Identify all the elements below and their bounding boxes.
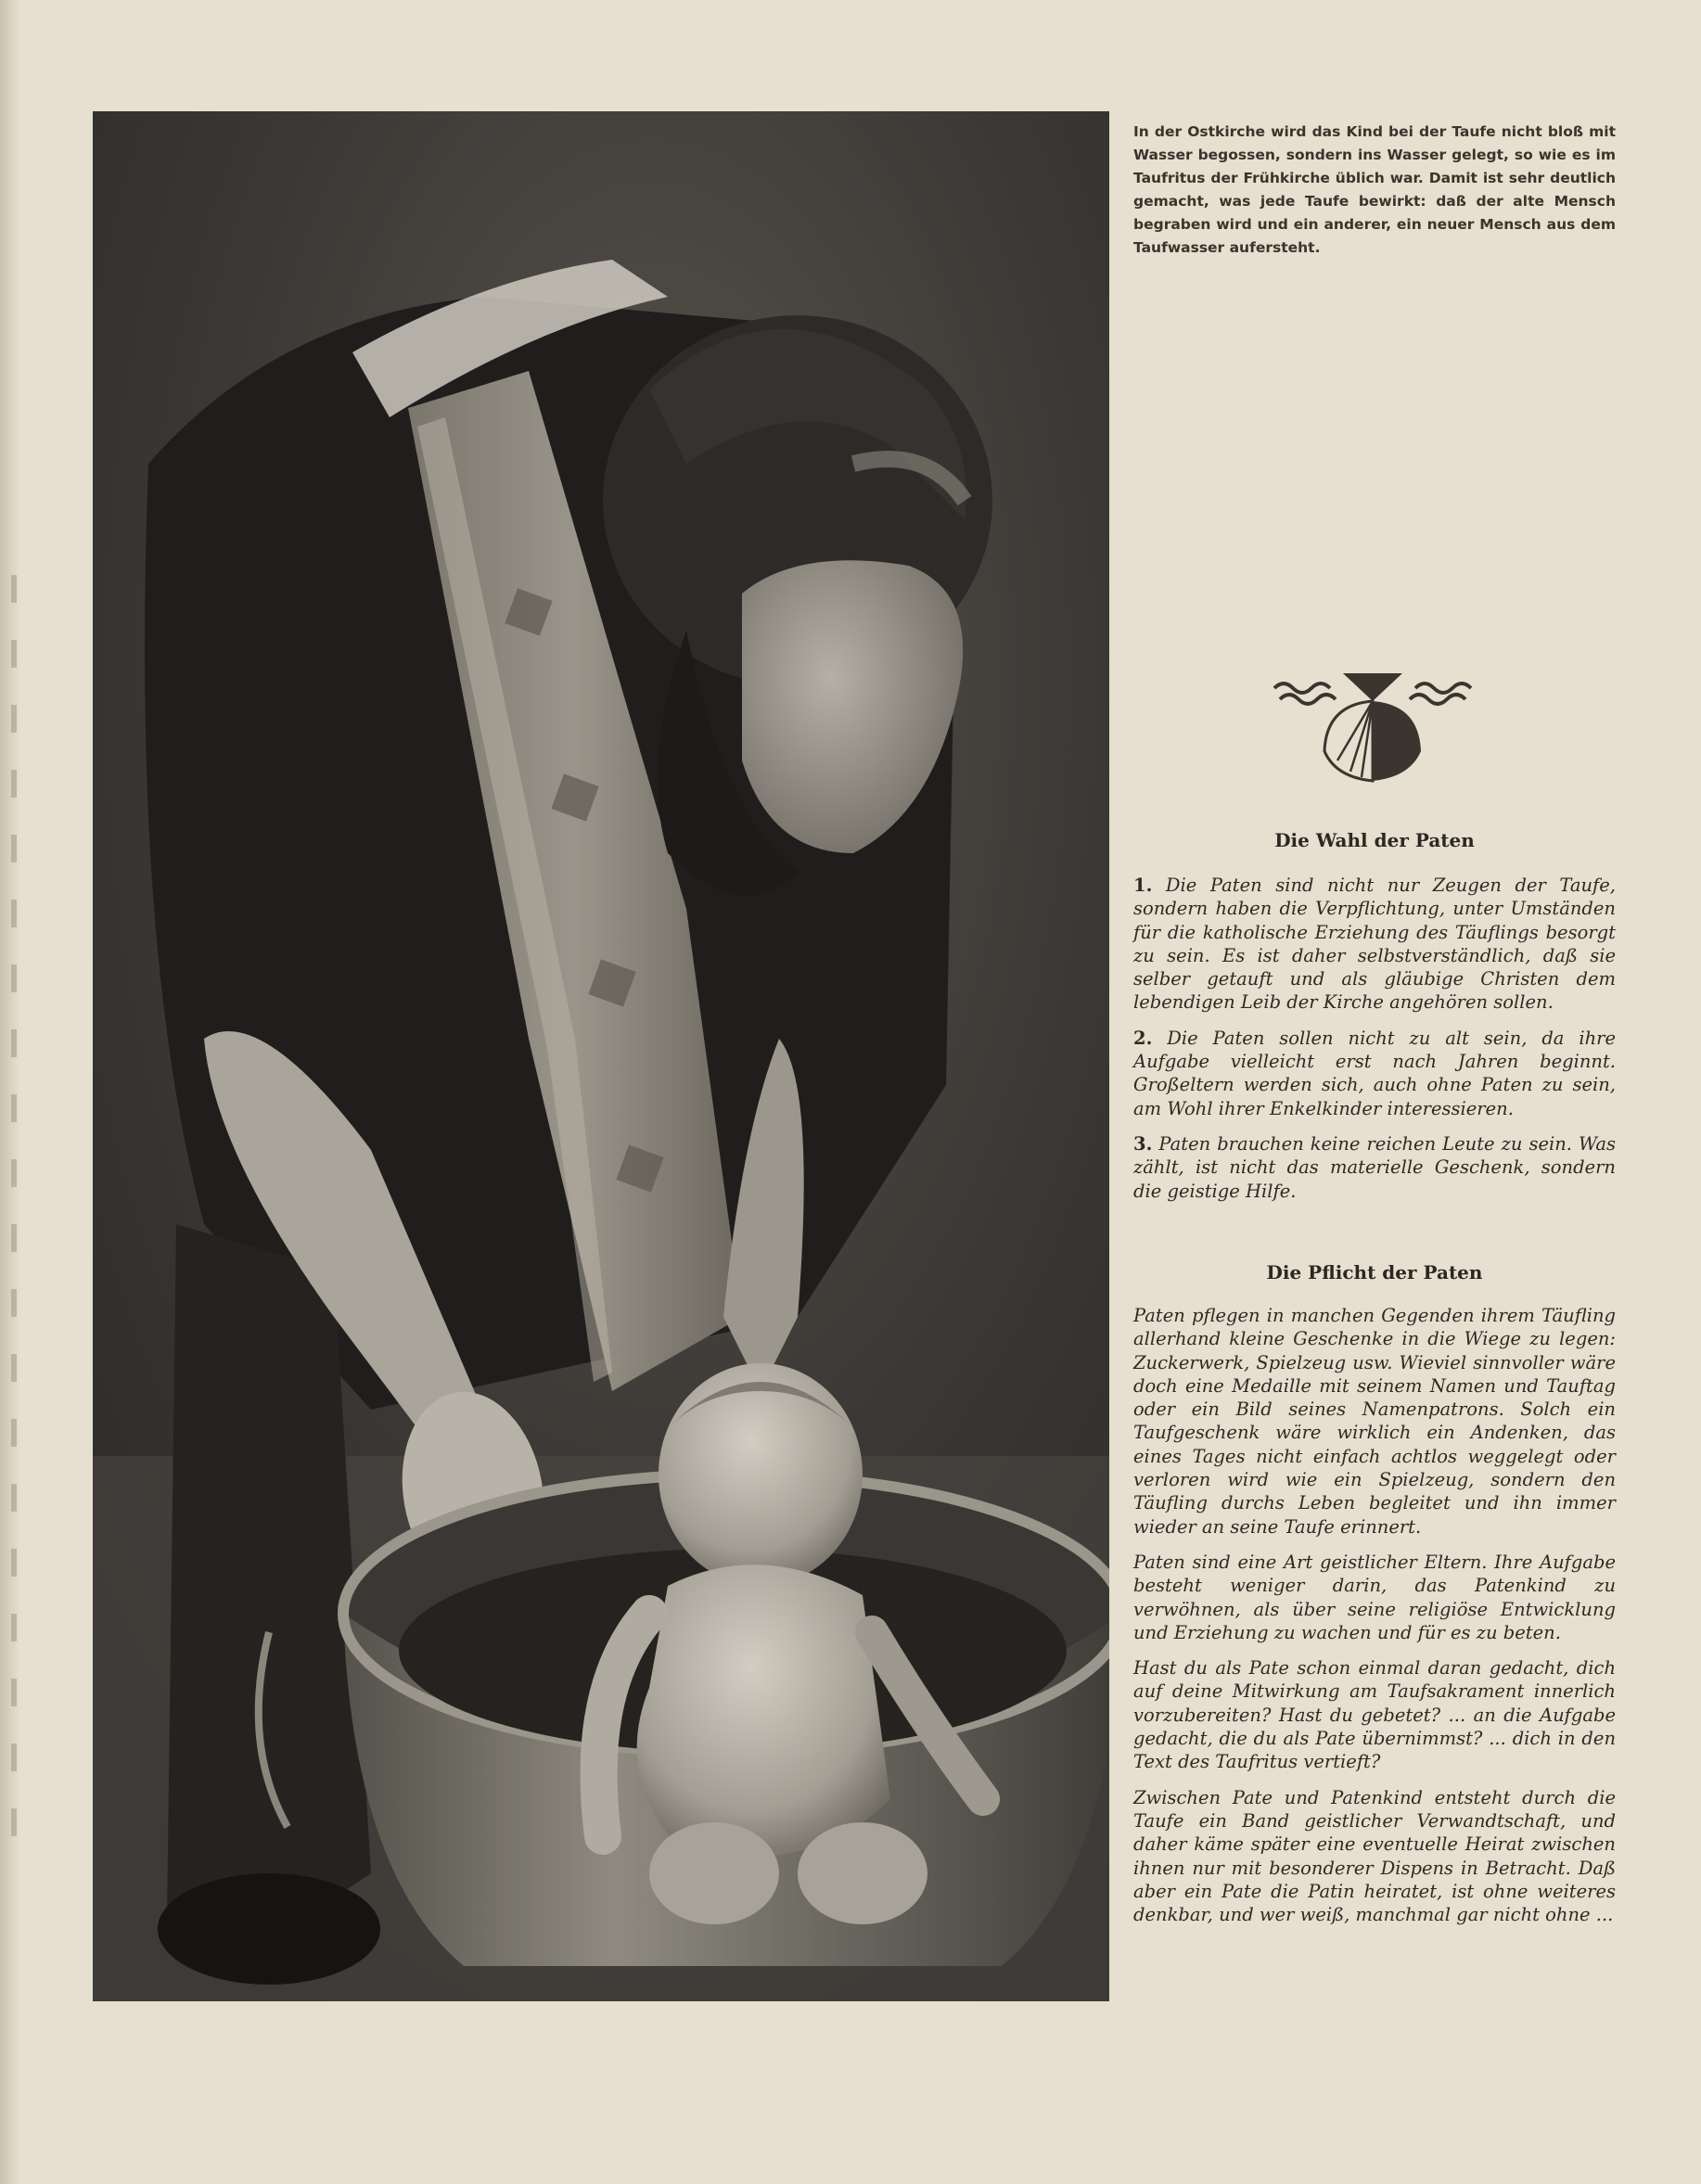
- section-body-pflicht: [1133, 1304, 1616, 1938]
- photo-caption: In der Ostkirche wird das Kind bei der Taufe nicht bloß mit Wasser begossen, sondern ins Wasser gelegt, so wie es im Taufritus der Frühkirche üblich war. Damit ist sehr deutlich gemacht, was jede Taufe bewirkt: daß der alte Mensch begraben wird und ein anderer, ein neuer Mensch aus dem Taufwasser aufersteht.: [1133, 123, 1616, 256]
- list-item: [1133, 1132, 1616, 1203]
- list-item: [1133, 1027, 1616, 1120]
- paragraph: Zwischen Pate und Patenkind entsteht durch die Taufe ein Band geistlicher Verwandtschaft, und daher käme später eine eventuelle Heirat zwischen ihnen nur mit besonderer Dispens in Betracht. Daß aber ein Pate die Patin heiratet, ist ohne weiteres denkbar, und wer weiß, manchmal gar nicht ohne ...: [1133, 1786, 1616, 1926]
- paragraph: Paten sind eine Art geistlicher Eltern. Ihre Aufgabe besteht weniger darin, das Patenkind zu verwöhnen, als über seine religiöse Entwicklung und Erziehung zu wachen und für es zu beten.: [1133, 1551, 1616, 1643]
- section-title-wahl: Die Wahl der Paten: [1274, 829, 1475, 851]
- item-text: Die Paten sollen nicht zu alt sein, da ihre Aufgabe vielleicht erst nach Jahren beginnt. Großeltern werden sich, auch ohne Paten zu sein, am Wohl ihrer Enkelkinder interessieren.: [1133, 1027, 1616, 1119]
- paragraph: Paten pflegen in manchen Gegenden ihrem Täufling allerhand kleine Geschenke in die Wiege zu legen: Zuckerwerk, Spielzeug usw. Wieviel sinnvoller wäre doch eine Medaille mit seinem Namen und Tauftag oder ein Bild seines Namenpatrons. Solch ein Taufgeschenk wäre wirklich ein Andenken, das eines Tages nicht einfach achtlos weggelegt oder verloren wird wie ein Spielzeug, sondern den Täufling durchs Leben begleitet und ihn immer wieder an seine Taufe erinnert.: [1133, 1305, 1616, 1538]
- photo-priest-baptizing-infant: [93, 111, 1109, 2001]
- item-text: Die Paten sind nicht nur Zeugen der Taufe, sondern haben die Verpflichtung, unter Umständen für die katholische Erziehung des Täuflings besorgt zu sein. Es ist daher selbstverständlich, daß sie selber getauft und als gläubige Christen dem lebendigen Leib der Kirche angehören sollen.: [1133, 875, 1616, 1014]
- section-title-pflicht: Die Pflicht der Paten: [1266, 1261, 1483, 1284]
- paragraph: Hast du als Pate schon einmal daran gedacht, dich auf deine Mitwirkung am Taufsakrament innerlich vorzubereiten? Hast du gebetet? ... an die Aufgabe gedacht, die du als Pate übernimmst? ... dich in den Text des Taufritus vertieft?: [1133, 1657, 1616, 1773]
- scallop-shell-icon: [1271, 668, 1475, 788]
- item-text: Paten brauchen keine reichen Leute zu sein. Was zählt, ist nicht das materielle Geschenk, sondern die geistige Hilfe.: [1133, 1132, 1616, 1202]
- list-item: [1133, 874, 1616, 1015]
- photo-illustration: [93, 111, 1109, 2001]
- item-number: 3.: [1133, 1132, 1153, 1155]
- binding-marks: [11, 575, 17, 1873]
- item-number: 1.: [1133, 875, 1153, 896]
- section-body-wahl: [1133, 874, 1616, 1215]
- page-edge: [0, 0, 20, 2184]
- item-number: 2.: [1133, 1027, 1153, 1049]
